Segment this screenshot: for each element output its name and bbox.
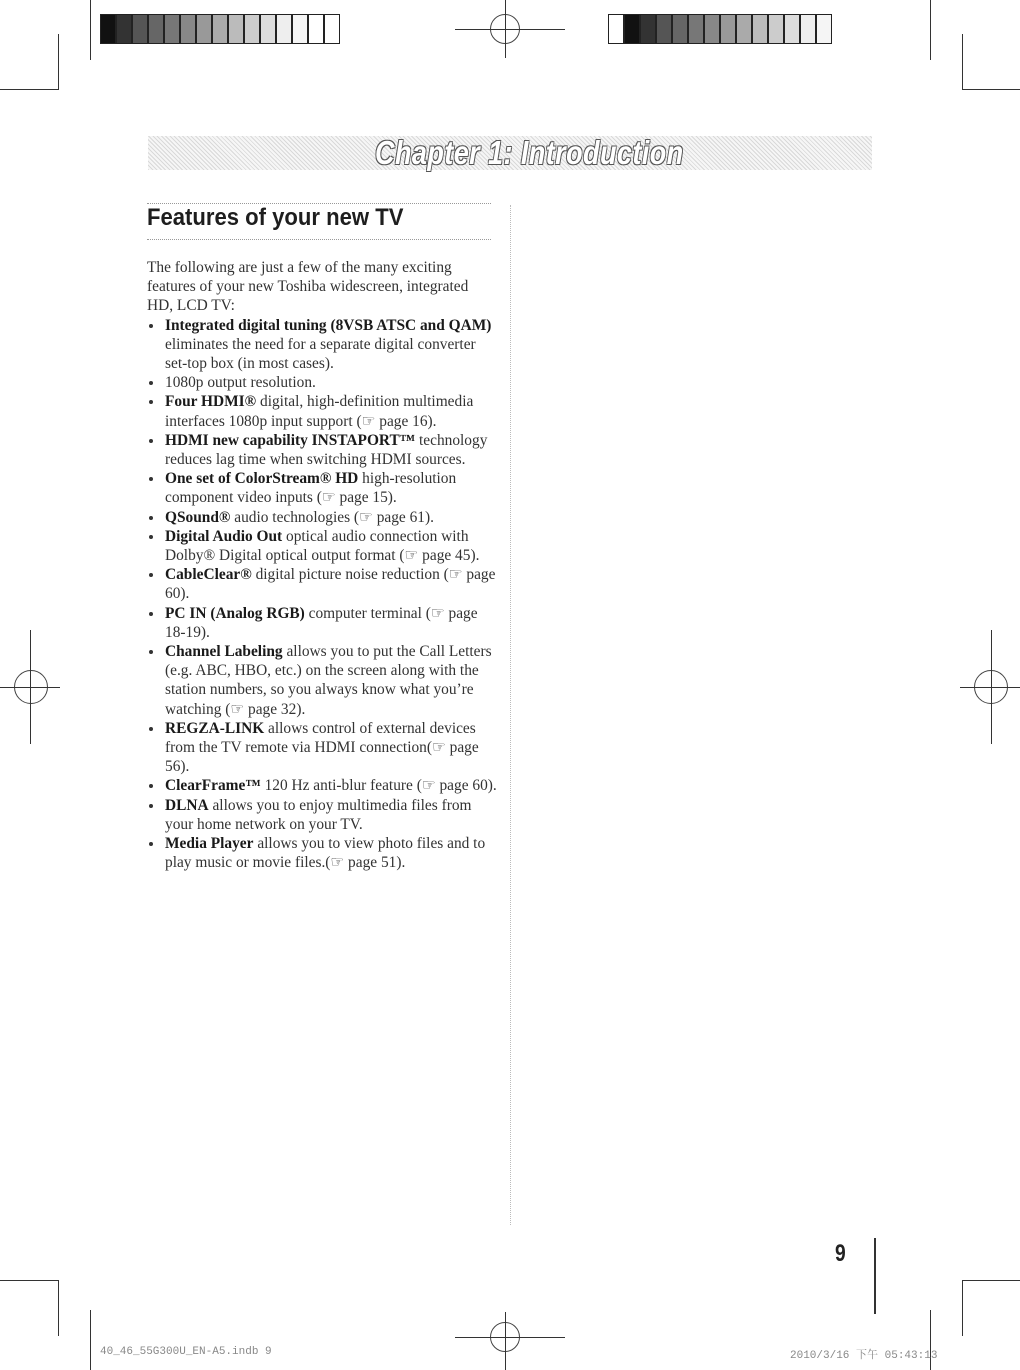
feature-item (147, 508, 497, 527)
feature-description: eliminates the need for a separate digital converter set-top box (in most cases). (165, 335, 476, 373)
footer-timestamp: 2010/3/16 下午 05:43:13 (790, 1350, 938, 1362)
feature-name: Digital Audio Out (165, 527, 283, 545)
feature-description: allows control of external devices from the TV remote via HDMI connection(☞ page 56). (165, 719, 479, 776)
crop-mark (962, 89, 1020, 90)
calibration-swatch (608, 14, 624, 44)
crop-mark (962, 1280, 1020, 1281)
feature-description: audio technologies (☞ page 61). (230, 508, 434, 526)
feature-name: One set of ColorStream® HD (165, 470, 359, 488)
feature-item (147, 565, 497, 603)
crop-mark (0, 89, 58, 90)
feature-description: digital, high-definition multimedia interfaces 1080p input support (☞ page 16). (165, 393, 474, 430)
calibration-swatch (800, 14, 816, 44)
crop-mark (58, 34, 59, 90)
registration-crosshair (505, 0, 506, 58)
crop-mark (930, 0, 931, 60)
feature-name: Media Player (165, 835, 254, 853)
calibration-swatch (784, 14, 800, 44)
crop-mark (962, 1280, 963, 1336)
calibration-swatch (164, 14, 180, 44)
feature-item (147, 392, 497, 430)
calibration-swatch (816, 14, 832, 44)
registration-crosshair (960, 687, 1020, 688)
calibration-swatch (212, 14, 228, 44)
registration-crosshair (455, 29, 565, 30)
feature-description: technology reduces lag time when switching HDMI sources. (165, 431, 488, 469)
feature-name: Integrated digital tuning (8VSB ATSC and QAM) (165, 316, 492, 334)
features-content (147, 258, 497, 873)
feature-item (147, 373, 497, 392)
page-number: 9 (835, 1240, 846, 1267)
feature-name: REGZA-LINK (165, 719, 265, 737)
feature-description: high-resolution component video inputs (☞ page 15). (165, 470, 457, 507)
crop-mark (0, 1280, 58, 1281)
chapter-title: Chapter 1: Introduction (375, 134, 684, 171)
calibration-swatch (244, 14, 260, 44)
feature-item (147, 776, 497, 795)
column-divider (510, 205, 511, 1225)
feature-name: HDMI new capability INSTAPORT™ (165, 431, 416, 449)
feature-name: QSound® (165, 508, 231, 526)
calibration-swatch (688, 14, 704, 44)
crop-mark (90, 0, 91, 60)
feature-description: allows you to enjoy multimedia files from your home network on your TV. (165, 796, 472, 833)
calibration-swatch (260, 14, 276, 44)
feature-description: allows you to view photo files and to play music or movie files.(☞ page 51). (165, 835, 486, 872)
feature-name: PC IN (Analog RGB) (165, 604, 305, 622)
feature-name: DLNA (165, 796, 209, 814)
crop-mark (58, 1280, 59, 1336)
feature-name: Four HDMI® (165, 393, 257, 411)
registration-crosshair (30, 630, 31, 744)
calibration-swatch (180, 14, 196, 44)
intro-paragraph: The following are just a few of the many exciting features of your new Toshiba widescreen, integrated HD, LCD TV: (147, 259, 469, 315)
calibration-swatch (276, 14, 292, 44)
feature-item (147, 642, 497, 719)
calibration-swatch (720, 14, 736, 44)
color-calibration-strip-left (100, 14, 340, 44)
calibration-swatch (132, 14, 148, 44)
registration-crosshair (455, 1337, 565, 1338)
calibration-swatch (640, 14, 656, 44)
feature-description: allows you to put the Call Letters (e.g. ABC, HBO, etc.) on the screen along with the station numbers, so you always know what you’re watching (☞ page 32). (165, 643, 492, 718)
calibration-swatch (736, 14, 752, 44)
registration-crosshair (991, 630, 992, 744)
calibration-swatch (752, 14, 768, 44)
feature-name: Channel Labeling (165, 643, 283, 661)
section-title: Features of your new TV (147, 204, 404, 231)
feature-description: computer terminal (☞ page 18-19). (165, 604, 478, 641)
calibration-swatch (292, 14, 308, 44)
calibration-swatch (116, 14, 132, 44)
feature-item (147, 834, 497, 872)
calibration-swatch (624, 14, 640, 44)
calibration-swatch (100, 14, 116, 44)
calibration-swatch (148, 14, 164, 44)
feature-name: CableClear® (165, 566, 252, 584)
calibration-swatch (704, 14, 720, 44)
calibration-swatch (196, 14, 212, 44)
feature-item (147, 604, 497, 642)
registration-crosshair (505, 1312, 506, 1370)
feature-item (147, 469, 497, 507)
feature-description: optical audio connection with Dolby® Digital optical output format (☞ page 45). (165, 527, 480, 565)
feature-name: ClearFrame™ (165, 777, 261, 795)
feature-description: digital picture noise reduction (☞ page 60). (165, 566, 496, 603)
feature-list (147, 316, 497, 873)
feature-item (147, 719, 497, 777)
calibration-swatch (656, 14, 672, 44)
feature-item (147, 527, 497, 565)
footer-file-slug: 40_46_55G300U_EN-A5.indb 9 (100, 1346, 272, 1358)
crop-mark (962, 34, 963, 90)
calibration-swatch (228, 14, 244, 44)
page-number-rule (874, 1238, 876, 1314)
calibration-swatch (308, 14, 324, 44)
calibration-swatch (768, 14, 784, 44)
calibration-swatch (672, 14, 688, 44)
feature-description: 1080p output resolution. (165, 374, 316, 392)
feature-item (147, 316, 497, 374)
section-rule-bottom (147, 239, 491, 240)
crop-mark (90, 1310, 91, 1370)
calibration-swatch (324, 14, 340, 44)
feature-item (147, 431, 497, 469)
feature-description: 120 Hz anti-blur feature (☞ page 60). (260, 777, 497, 795)
color-calibration-strip-right (608, 14, 832, 44)
feature-item (147, 796, 497, 834)
